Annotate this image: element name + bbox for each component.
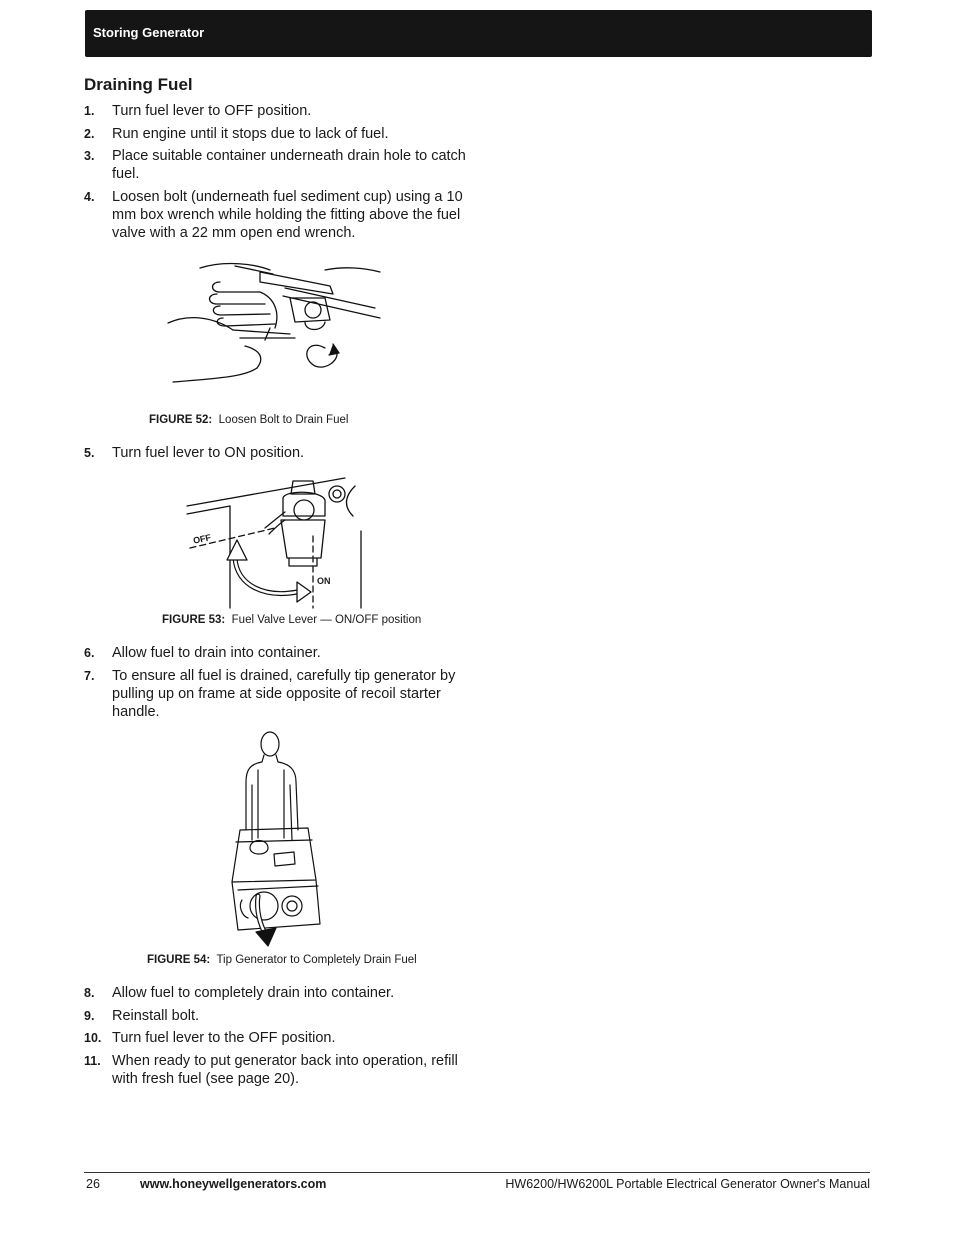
steps-list-d: [84, 984, 469, 1092]
list-item: 7. To ensure all fuel is drained, carefully tip generator by pulling up on frame at side opposite of recoil starter handle.: [84, 667, 456, 720]
figure-52-caption: FIGURE 52: Loosen Bolt to Drain Fuel: [149, 414, 349, 426]
off-position-label: OFF: [192, 532, 212, 546]
list-item: 4. Loosen bolt (underneath fuel sediment cup) using a 10 mm box wrench while holding the fitting above the fuel valve with a 22 mm open end wrench.: [84, 188, 463, 241]
steps-list-c: [84, 644, 469, 725]
footer-divider: [84, 1172, 870, 1173]
list-item: 2. Run engine until it stops due to lack of fuel.: [84, 125, 389, 142]
section-header-title: Storing Generator: [93, 25, 205, 40]
list-item: 11. When ready to put generator back into operation, refill with fresh fuel (see page 20).: [84, 1052, 458, 1087]
steps-list-b: [84, 444, 469, 467]
footer-manual-title: HW6200/HW6200L Portable Electrical Generator Owner's Manual: [505, 1177, 870, 1191]
on-position-label: ON: [317, 576, 331, 586]
section-header-bar: [85, 10, 872, 57]
list-item: 8. Allow fuel to completely drain into container.: [84, 985, 395, 1001]
list-item: 1. Turn fuel lever to OFF position.: [84, 103, 312, 119]
list-item: 9. Reinstall bolt.: [84, 1007, 200, 1024]
figure-53-illustration: [185, 476, 365, 610]
list-item: 3. Place suitable container underneath drain hole to catch fuel.: [84, 148, 466, 182]
figure-53-caption: FIGURE 53: Fuel Valve Lever — ON/OFF position: [162, 614, 422, 626]
figure-52-illustration: [165, 258, 390, 386]
list-item: 10. Turn fuel lever to the OFF position.: [84, 1030, 336, 1046]
page-title: Draining Fuel: [84, 75, 193, 94]
steps-list-a: [84, 102, 469, 246]
footer-page-number: 26: [86, 1177, 100, 1191]
figure-54-illustration: [228, 730, 328, 948]
list-item: 6. Allow fuel to drain into container.: [84, 645, 321, 661]
figure-54-caption: FIGURE 54: Tip Generator to Completely Drain Fuel: [147, 954, 417, 966]
list-item: 5. Turn fuel lever to ON position.: [84, 445, 305, 461]
footer-website-link[interactable]: www.honeywellgenerators.com: [140, 1177, 327, 1191]
